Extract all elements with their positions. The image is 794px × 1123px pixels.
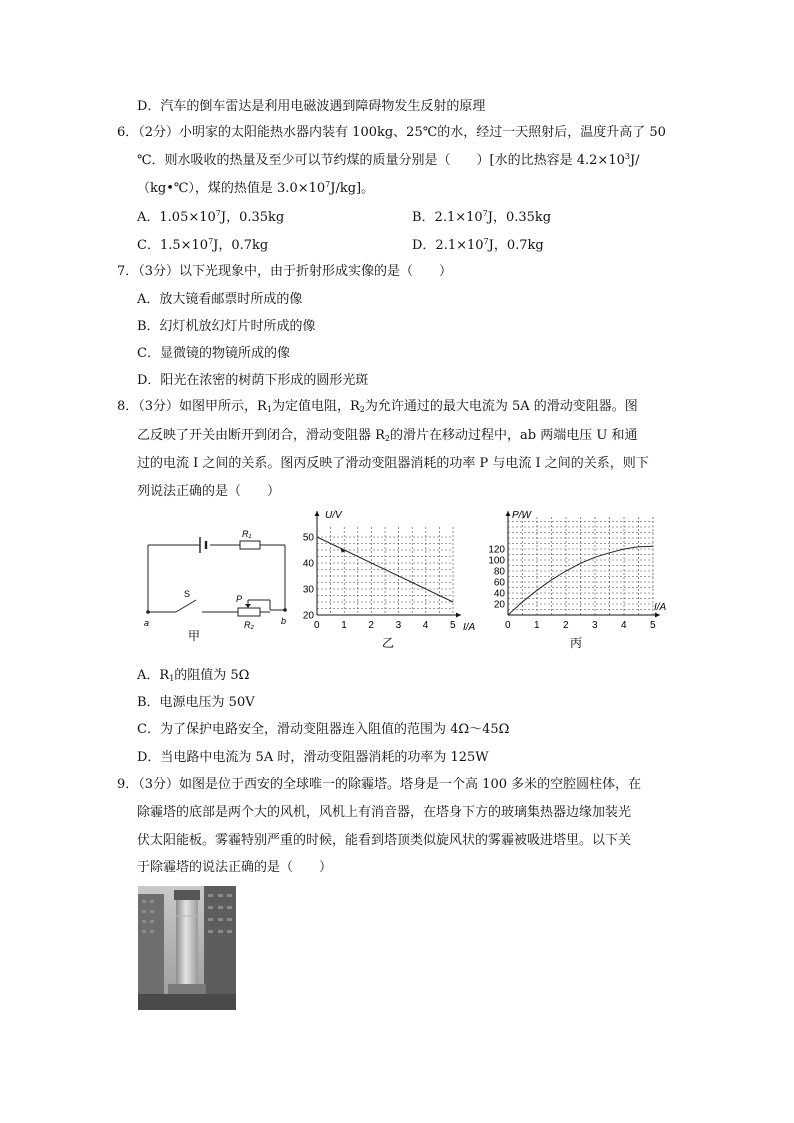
photo-tower-body bbox=[176, 900, 198, 986]
r2-resistor bbox=[238, 608, 260, 616]
r1-resistor bbox=[240, 541, 260, 549]
x-tick-label: 3 bbox=[395, 620, 402, 631]
q6-option-b: B．$2.1\times 10^7J$，0.35kg bbox=[412, 209, 552, 225]
yi-y-axis-label: U/V bbox=[325, 510, 342, 521]
q8-option-a: A．$R_1$的阻值为 5Ω bbox=[137, 668, 250, 683]
y-axis-arrow-icon bbox=[506, 511, 511, 516]
switch-blade bbox=[176, 600, 196, 612]
q8-stem-line4: 列说法正确的是（ ） bbox=[137, 484, 281, 499]
q8-stem-line3: 过的电流 I 之间的关系。图丙反映了滑动变阻器消耗的功率 P 与电流 I 之间的关系，则下 bbox=[137, 456, 649, 471]
y-axis-arrow-icon bbox=[315, 511, 320, 516]
y-tick-label: 30 bbox=[302, 584, 314, 596]
bing-y-axis-label: P/W bbox=[512, 510, 531, 521]
yi-x-axis-label: I/A bbox=[463, 622, 476, 633]
y-tick-label: 120 bbox=[488, 544, 505, 556]
photo-ground bbox=[138, 994, 236, 1010]
x-tick-label: 0 bbox=[314, 620, 320, 631]
x-axis-arrow-icon bbox=[655, 613, 660, 618]
q6-option-a: A．$1.05\times 10^7J$，0.35kg bbox=[137, 209, 285, 225]
q8-stem-line2: 乙反映了开关由断开到闭合，滑动变阻器 $R_2$的滑片在移动过程中，ab 两端电压 U 和通 bbox=[137, 428, 638, 443]
series-curve bbox=[508, 546, 653, 615]
y-tick-label: 40 bbox=[302, 558, 314, 570]
q7-option-d: D．阳光在浓密的树荫下形成的圆形光斑 bbox=[137, 373, 369, 388]
bing-x-axis-label: I/A bbox=[654, 602, 667, 613]
y-tick-label: 80 bbox=[493, 566, 505, 578]
x-tick-label: 2 bbox=[563, 620, 569, 631]
photo-tower-top bbox=[174, 890, 200, 900]
node-b-dot bbox=[283, 608, 287, 612]
q9-stem-line1: 9．（3分）如图是位于西安的全球唯一的除霾塔。塔身是一个高 100 多米的空腔圆柱体，在 bbox=[117, 777, 642, 792]
q6-option-d: D．$2.1\times 10^7J$，0.7kg bbox=[412, 237, 544, 253]
q8-stem-line1: 8．（3分）如图甲所示，$R_1$为定值电阻，$R_2$为允许通过的最大电流为 5A 的滑动变阻器。图 bbox=[117, 399, 638, 414]
y-tick-label: 50 bbox=[302, 532, 314, 544]
q8-option-c: C．为了保护电路安全，滑动变阻器连入阻值的范围为 4Ω～45Ω bbox=[137, 722, 510, 737]
circuit-caption: 甲 bbox=[188, 629, 201, 643]
x-tick-label: 0 bbox=[505, 620, 511, 631]
slider-label: P bbox=[236, 594, 243, 604]
x-tick-label: 5 bbox=[650, 620, 656, 631]
x-tick-label: 2 bbox=[368, 620, 374, 631]
q7-option-a: A．放大镜看邮票时所成的像 bbox=[137, 292, 303, 307]
node-a-dot bbox=[146, 610, 150, 614]
x-tick-label: 3 bbox=[592, 620, 598, 631]
q6-option-c: C．$1.5\times 10^7J$，0.7kg bbox=[137, 237, 269, 253]
q9-stem-line2: 除霾塔的底部是两个大的风机，风机上有消音器，在塔身下方的玻璃集热器边缘加装光 bbox=[137, 805, 632, 820]
q6-stem-line2: ℃．则水吸收的热量及至少可以节约煤的质量分别是（ ）[水的比热容是 $4.2\times 10^3J/$ bbox=[137, 152, 640, 168]
x-tick-label: 4 bbox=[422, 620, 429, 631]
y-tick-label: 100 bbox=[488, 555, 505, 567]
q5-option-d: D．汽车的倒车雷达是利用电磁波遇到障碍物发生反射的原理 bbox=[137, 99, 486, 114]
q8-option-b: B．电源电压为 50V bbox=[137, 695, 255, 710]
switch-label: S bbox=[184, 589, 191, 599]
q8-option-d: D．当电路中电流为 5A 时，滑动变阻器消耗的功率为 125W bbox=[137, 750, 489, 765]
photo-building-right bbox=[204, 886, 236, 996]
q6-stem-line1: 6．（2分）小明家的太阳能热水器内装有 100kg、25℃的水，经过一天照射后，温度升高了 50 bbox=[117, 125, 666, 140]
y-tick-label: 20 bbox=[302, 610, 314, 622]
q9-stem-line3: 伏太阳能板。雾霾特别严重的时候，能看到塔顶类似旋风状的雾霾被吸进塔里。以下关 bbox=[137, 833, 632, 848]
y-tick-label: 40 bbox=[493, 588, 505, 600]
x-tick-label: 1 bbox=[534, 620, 540, 631]
node-a-label: a bbox=[144, 618, 150, 628]
graph-yi bbox=[295, 505, 476, 650]
slider-arrow-icon bbox=[245, 604, 251, 608]
q7-option-c: C．显微镜的物镜所成的像 bbox=[137, 346, 290, 361]
q6-stem-line3: （kg•℃），煤的热值是 $3.0\times 10^7J/kg$]。 bbox=[137, 180, 375, 196]
y-tick-label: 60 bbox=[493, 577, 505, 589]
q9-stem-line4: 于除霾塔的说法正确的是（ ） bbox=[137, 860, 333, 875]
smog-tower-photo bbox=[138, 886, 236, 1010]
y-tick-label: 20 bbox=[493, 599, 505, 611]
r1-label: R₁ bbox=[242, 529, 252, 539]
r2-label: R₂ bbox=[244, 620, 254, 630]
graph-bing bbox=[480, 505, 675, 650]
q7-stem: 7．（3分）以下光现象中，由于折射形成实像的是（ ） bbox=[117, 264, 453, 279]
x-axis-arrow-icon bbox=[456, 613, 461, 618]
circuit-diagram bbox=[140, 520, 290, 650]
photo-building-left bbox=[138, 894, 164, 994]
x-tick-label: 1 bbox=[341, 620, 347, 631]
bing-caption: 丙 bbox=[570, 636, 583, 650]
x-tick-label: 4 bbox=[621, 620, 627, 631]
node-b-label: b bbox=[281, 616, 287, 626]
x-tick-label: 5 bbox=[450, 620, 456, 631]
yi-caption: 乙 bbox=[382, 636, 395, 650]
q7-option-b: B．幻灯机放幻灯片时所成的像 bbox=[137, 319, 316, 334]
